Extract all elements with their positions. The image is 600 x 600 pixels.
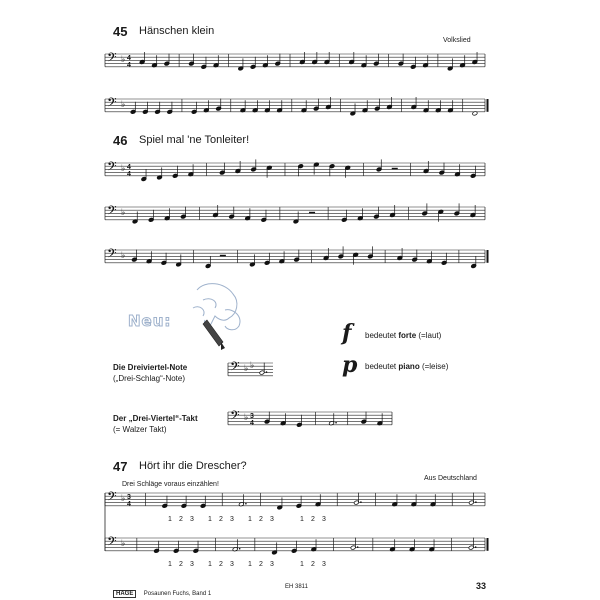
beat-count: 3 bbox=[230, 561, 234, 568]
new-section-label: Neu: bbox=[128, 312, 172, 330]
forte-symbol: f bbox=[342, 320, 352, 346]
time-signature-top: 3 bbox=[127, 494, 131, 501]
note-dot bbox=[245, 503, 247, 505]
exercise-46-number: 46 bbox=[113, 133, 128, 148]
dotted-half-note-subtitle: („Drei-Schlag“-Note) bbox=[113, 374, 186, 383]
time-signature-top: 3 bbox=[250, 413, 254, 420]
flat-icon: ♭ bbox=[121, 99, 126, 109]
bass-clef-icon: 𝄢 bbox=[107, 204, 117, 221]
note-dot bbox=[360, 501, 362, 503]
exercise-46-title: Spiel mal 'ne Tonleiter! bbox=[139, 134, 250, 146]
beat-count: 1 bbox=[208, 561, 212, 568]
edition-code: EH 3811 bbox=[285, 584, 308, 590]
time-signature-top: 4 bbox=[127, 164, 131, 171]
flat-icon: ♭ bbox=[121, 54, 126, 64]
dotted-half-note-title: Die Dreiviertel-Note bbox=[113, 363, 188, 372]
bass-clef-icon: 𝄢 bbox=[107, 490, 117, 507]
flat-icon: ♭ bbox=[250, 360, 255, 370]
beat-count: 3 bbox=[270, 516, 274, 523]
time-signature-bottom: 4 bbox=[127, 61, 131, 69]
forte-prefix: bedeutet bbox=[365, 331, 399, 340]
note-dot bbox=[239, 548, 241, 550]
three-four-time-title: Der „Drei-Viertel“-Takt bbox=[113, 414, 198, 423]
note-dot bbox=[475, 546, 477, 548]
beat-count: 2 bbox=[219, 561, 223, 568]
piano-word: piano bbox=[398, 362, 420, 371]
half-rest-icon bbox=[220, 255, 226, 257]
exercise-47-number: 47 bbox=[113, 459, 128, 474]
bass-clef-icon: 𝄢 bbox=[107, 247, 117, 264]
bass-clef-icon: 𝄢 bbox=[107, 535, 117, 552]
beat-count: 3 bbox=[270, 561, 274, 568]
exercise-45-title: Hänschen klein bbox=[139, 25, 215, 37]
beat-count: 1 bbox=[248, 516, 252, 523]
half-rest-icon bbox=[309, 212, 315, 214]
bass-clef-icon: 𝄢 bbox=[107, 96, 117, 113]
exercise-45-number: 45 bbox=[113, 24, 128, 39]
flat-icon: ♭ bbox=[121, 493, 126, 503]
beat-count: 3 bbox=[322, 561, 326, 568]
page-number: 33 bbox=[476, 581, 487, 591]
bass-clef-icon: 𝄢 bbox=[230, 360, 240, 377]
beat-count: 1 bbox=[208, 516, 212, 523]
note-dot bbox=[335, 422, 337, 424]
bass-clef-icon: 𝄢 bbox=[107, 160, 117, 177]
publisher-logo: HAGE bbox=[113, 590, 136, 598]
exercise-47-source: Aus Deutschland bbox=[424, 475, 477, 482]
piano-symbol: p bbox=[342, 352, 358, 378]
bass-clef-icon: 𝄢 bbox=[230, 409, 240, 426]
flat-icon: ♭ bbox=[244, 363, 249, 373]
time-signature-bottom: 4 bbox=[127, 170, 131, 178]
forte-suffix: (=laut) bbox=[416, 331, 442, 340]
beat-count: 1 bbox=[300, 561, 304, 568]
exercise-47-title: Hört ihr die Drescher? bbox=[139, 460, 247, 472]
flat-icon: ♭ bbox=[121, 207, 126, 217]
time-signature-bottom: 4 bbox=[250, 419, 254, 427]
beat-count: 3 bbox=[322, 516, 326, 523]
note-dot bbox=[266, 371, 268, 373]
exercise-47-instruction: Drei Schläge voraus einzählen! bbox=[122, 481, 219, 488]
beat-count: 2 bbox=[311, 561, 315, 568]
beat-count: 2 bbox=[179, 561, 183, 568]
book-title: Posaunen Fuchs, Band 1 bbox=[143, 591, 212, 597]
half-rest-icon bbox=[392, 168, 398, 170]
time-signature-top: 4 bbox=[127, 55, 131, 62]
beat-count: 3 bbox=[190, 516, 194, 523]
beat-count: 2 bbox=[259, 516, 263, 523]
beat-count: 3 bbox=[190, 561, 194, 568]
forte-word: forte bbox=[398, 331, 417, 340]
piano-suffix: (=leise) bbox=[419, 362, 449, 371]
beat-count: 1 bbox=[168, 561, 172, 568]
flat-icon: ♭ bbox=[121, 250, 126, 260]
bass-clef-icon: 𝄢 bbox=[107, 51, 117, 68]
beat-count: 1 bbox=[300, 516, 304, 523]
three-four-time-subtitle: (= Walzer Takt) bbox=[113, 425, 167, 434]
beat-count: 3 bbox=[230, 516, 234, 523]
flat-icon: ♭ bbox=[121, 538, 126, 548]
flat-icon: ♭ bbox=[121, 163, 126, 173]
time-signature-bottom: 4 bbox=[127, 500, 131, 508]
beat-count: 1 bbox=[168, 516, 172, 523]
beat-count: 2 bbox=[179, 516, 183, 523]
beat-count: 2 bbox=[311, 516, 315, 523]
beat-count: 1 bbox=[248, 561, 252, 568]
note-dot bbox=[357, 546, 359, 548]
exercise-45-source: Volkslied bbox=[443, 37, 471, 44]
piano-prefix: bedeutet bbox=[365, 362, 399, 371]
beat-count: 2 bbox=[219, 516, 223, 523]
note-dot bbox=[475, 501, 477, 503]
beat-count: 2 bbox=[259, 561, 263, 568]
flat-icon: ♭ bbox=[244, 412, 249, 422]
